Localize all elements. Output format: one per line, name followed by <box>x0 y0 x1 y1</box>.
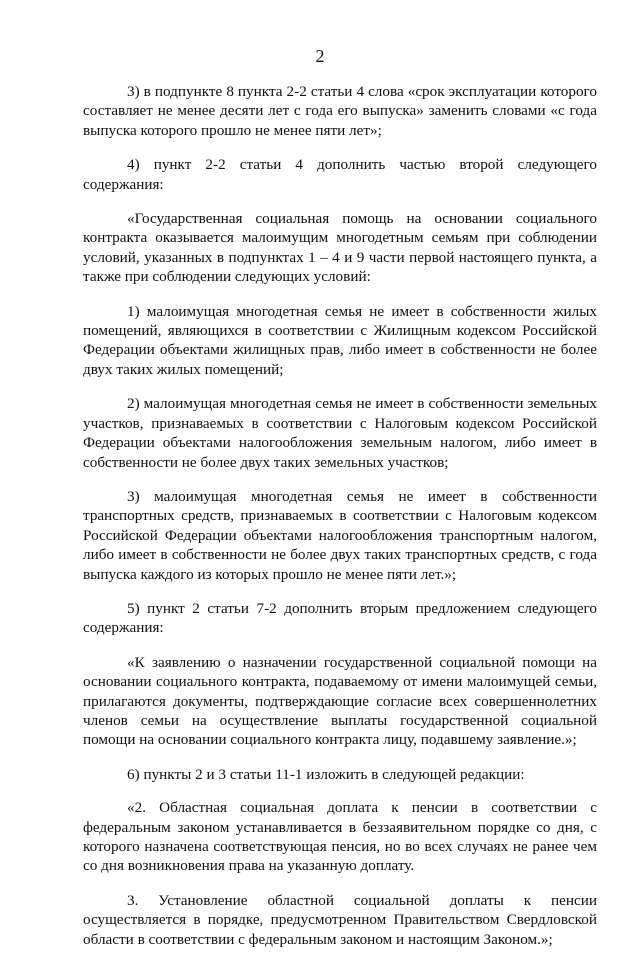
paragraph-amendment-3: 3) в подпункте 8 пункта 2-2 статьи 4 слова «срок эксплуатации которого составляет не менее десяти лет с года его выпуска» заменить словами «с года выпуска которого прошло не менее пяти лет»; <box>83 83 597 139</box>
paragraph-amendment-6: 6) пункты 2 и 3 статьи 11-1 изложить в следующей редакции: <box>127 765 525 783</box>
paragraph-quote-social-aid: «Государственная социальная помощь на основании социального контракта оказывается малоимущим многодетным семьям при соблюдении условий, указанных в подпунктах 1 – 4 и 9 части первой настоящего пункта, а также при соблюдении следующих условий: <box>83 210 597 286</box>
paragraph-quote-point-3: 3. Установление областной социальной доплаты к пенсии осуществляется в порядке, предусмотренном Правительством Свердловской области в соответствии с федеральным законом и настоящим Законом.»; <box>83 891 597 948</box>
paragraph-condition-3: 3) малоимущая многодетная семья не имеет в собственности транспортных средств, признаваемых в соответствии с Налоговым кодексом Российской Федерации объектами налогообложения транспортным налогом, либо имеет в собственности не более двух таких транспортных средств, с года выпуска каждого из которых прошло не менее пяти лет.»; <box>83 487 597 583</box>
paragraph-amendment-4: 4) пункт 2-2 статьи 4 дополнить частью второй следующего содержания: <box>83 156 597 193</box>
page-number: 2 <box>315 46 325 66</box>
paragraph-quote-point-2: «2. Областная социальная доплата к пенсии в соответствии с федеральным законом устанавливается в беззаявительном порядке со дня, с которого назначена соответствующая пенсия, но во всех случаях не ранее чем со дня возникновения права на указанную доплату. <box>83 799 597 875</box>
paragraph-condition-1: 1) малоимущая многодетная семья не имеет в собственности жилых помещений, являющихся в соответствии с Жилищным кодексом Российской Федерации объектами жилищных прав, либо имеет в собственности не более двух таких жилых помещений; <box>83 302 597 378</box>
paragraph-amendment-5: 5) пункт 2 статьи 7-2 дополнить вторым предложением следующего содержания: <box>83 599 597 637</box>
paragraph-quote-application: «К заявлению о назначении государственной социальной помощи на основании социального контракта, подаваемому от имени малоимущей семьи, прилагаются документы, подтверждающие согласие всех совершеннолетних членов семьи на осуществление выплаты государственной социальной помощи на основании социального контракта лицу, подавшему заявление.»; <box>83 653 597 749</box>
document-body <box>83 82 597 964</box>
paragraph-condition-2: 2) малоимущая многодетная семья не имеет в собственности земельных участков, признаваемых в соответствии с Налоговым кодексом Российской Федерации объектами налогообложения земельным налогом, либо имеет в собственности не более двух таких земельных участков; <box>83 395 597 471</box>
